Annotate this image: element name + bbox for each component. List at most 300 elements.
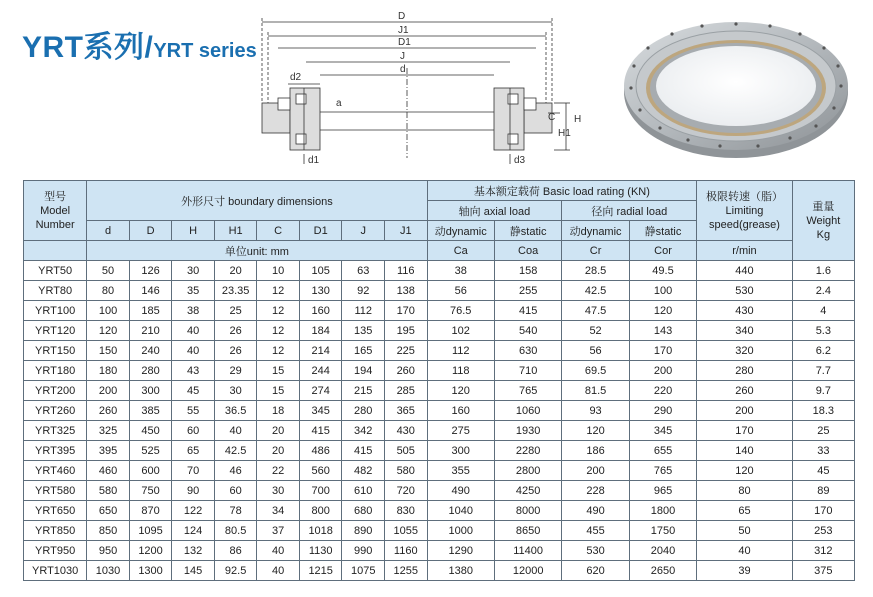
- value-cell: 1750: [629, 521, 696, 541]
- value-cell: 23.35: [214, 281, 257, 301]
- value-cell: 890: [342, 521, 385, 541]
- label-a: a: [336, 98, 342, 109]
- value-cell: 2800: [494, 461, 561, 481]
- label-H1: H1: [558, 128, 571, 139]
- value-cell: 200: [87, 381, 130, 401]
- value-cell: 415: [342, 441, 385, 461]
- value-cell: 93: [562, 401, 629, 421]
- table-row: [24, 321, 855, 341]
- value-cell: 4250: [494, 481, 561, 501]
- value-cell: 22: [257, 461, 300, 481]
- value-cell: 870: [129, 501, 172, 521]
- value-cell: 2.4: [792, 281, 854, 301]
- value-cell: 395: [87, 441, 130, 461]
- value-cell: 6.2: [792, 341, 854, 361]
- value-cell: 620: [562, 561, 629, 581]
- value-cell: 950: [87, 541, 130, 561]
- col-cor: Cor: [629, 241, 696, 261]
- value-cell: 12: [257, 321, 300, 341]
- value-cell: 80: [697, 481, 792, 501]
- value-cell: 39: [697, 561, 792, 581]
- header-speed: [697, 181, 792, 241]
- value-cell: 135: [342, 321, 385, 341]
- value-cell: 49.5: [629, 261, 696, 281]
- value-cell: 30: [214, 381, 257, 401]
- value-cell: 120: [562, 421, 629, 441]
- header-model-en1: Model: [40, 204, 71, 217]
- value-cell: 37: [257, 521, 300, 541]
- value-cell: 214: [299, 341, 342, 361]
- value-cell: 750: [129, 481, 172, 501]
- value-cell: 240: [129, 341, 172, 361]
- value-cell: 40: [257, 561, 300, 581]
- value-cell: 11400: [494, 541, 561, 561]
- label-d3: d3: [514, 155, 526, 166]
- value-cell: 194: [342, 361, 385, 381]
- value-cell: 60: [214, 481, 257, 501]
- value-cell: 430: [697, 301, 792, 321]
- value-cell: 65: [172, 441, 215, 461]
- value-cell: 210: [129, 321, 172, 341]
- model-cell: YRT850: [24, 521, 87, 541]
- model-cell: YRT395: [24, 441, 87, 461]
- header-weight-en: Weight: [806, 214, 841, 227]
- table-row: [24, 281, 855, 301]
- value-cell: 86: [214, 541, 257, 561]
- value-cell: 80: [87, 281, 130, 301]
- title-cn: YRT系列/: [22, 31, 154, 64]
- value-cell: 300: [129, 381, 172, 401]
- col-J: J: [342, 221, 385, 241]
- value-cell: 345: [629, 421, 696, 441]
- spec-table-body: [24, 261, 855, 581]
- value-cell: 215: [342, 381, 385, 401]
- value-cell: 1800: [629, 501, 696, 521]
- label-D: D: [398, 11, 406, 22]
- value-cell: 490: [427, 481, 494, 501]
- model-cell: YRT650: [24, 501, 87, 521]
- header-radial: 径向 radial load: [562, 201, 697, 221]
- table-row: [24, 541, 855, 561]
- page-title: [22, 22, 257, 66]
- value-cell: 138: [384, 281, 427, 301]
- value-cell: 40: [172, 341, 215, 361]
- value-cell: 710: [494, 361, 561, 381]
- header-dimensions: 外形尺寸 boundary dimensions: [87, 181, 427, 221]
- value-cell: 80.5: [214, 521, 257, 541]
- model-cell: YRT100: [24, 301, 87, 321]
- value-cell: 40: [172, 321, 215, 341]
- spec-table: [23, 180, 855, 581]
- value-cell: 89: [792, 481, 854, 501]
- value-cell: 560: [299, 461, 342, 481]
- value-cell: 1160: [384, 541, 427, 561]
- label-D1: D1: [398, 37, 411, 48]
- bearing-photo: [620, 12, 850, 162]
- value-cell: 130: [299, 281, 342, 301]
- value-cell: 112: [427, 341, 494, 361]
- table-row: [24, 341, 855, 361]
- value-cell: 120: [697, 461, 792, 481]
- value-cell: 90: [172, 481, 215, 501]
- value-cell: 1060: [494, 401, 561, 421]
- value-cell: 530: [697, 281, 792, 301]
- value-cell: 12: [257, 341, 300, 361]
- value-cell: 43: [172, 361, 215, 381]
- value-cell: 850: [87, 521, 130, 541]
- value-cell: 2040: [629, 541, 696, 561]
- value-cell: 1930: [494, 421, 561, 441]
- model-cell: YRT460: [24, 461, 87, 481]
- col-coa: Coa: [494, 241, 561, 261]
- value-cell: 26: [214, 321, 257, 341]
- value-cell: 200: [562, 461, 629, 481]
- value-cell: 105: [299, 261, 342, 281]
- header-model-en2: Number: [35, 218, 75, 231]
- header-weight: [792, 181, 854, 261]
- value-cell: 180: [87, 361, 130, 381]
- value-cell: 30: [172, 261, 215, 281]
- value-cell: 680: [342, 501, 385, 521]
- value-cell: 120: [427, 381, 494, 401]
- value-cell: 69.5: [562, 361, 629, 381]
- table-row: [24, 421, 855, 441]
- value-cell: 375: [792, 561, 854, 581]
- value-cell: 280: [697, 361, 792, 381]
- col-H1: H1: [214, 221, 257, 241]
- value-cell: 92: [342, 281, 385, 301]
- value-cell: 385: [129, 401, 172, 421]
- value-cell: 530: [562, 541, 629, 561]
- value-cell: 1075: [342, 561, 385, 581]
- value-cell: 34: [257, 501, 300, 521]
- header-model-cn: 型号: [44, 190, 67, 203]
- value-cell: 18: [257, 401, 300, 421]
- value-cell: 170: [629, 341, 696, 361]
- value-cell: 185: [129, 301, 172, 321]
- value-cell: 36.5: [214, 401, 257, 421]
- col-J1: J1: [384, 221, 427, 241]
- table-row: [24, 461, 855, 481]
- value-cell: 830: [384, 501, 427, 521]
- value-cell: 280: [342, 401, 385, 421]
- value-cell: 244: [299, 361, 342, 381]
- value-cell: 47.5: [562, 301, 629, 321]
- value-cell: 15: [257, 381, 300, 401]
- bearing-drawing: [248, 8, 598, 168]
- table-row: [24, 561, 855, 581]
- value-cell: 9.7: [792, 381, 854, 401]
- value-cell: 2650: [629, 561, 696, 581]
- value-cell: 990: [342, 541, 385, 561]
- col-D: D: [129, 221, 172, 241]
- value-cell: 1095: [129, 521, 172, 541]
- value-cell: 35: [172, 281, 215, 301]
- value-cell: 160: [427, 401, 494, 421]
- label-J1: J1: [398, 25, 409, 36]
- value-cell: 2280: [494, 441, 561, 461]
- value-cell: 20: [257, 421, 300, 441]
- value-cell: 455: [562, 521, 629, 541]
- value-cell: 1200: [129, 541, 172, 561]
- value-cell: 40: [697, 541, 792, 561]
- model-cell: YRT150: [24, 341, 87, 361]
- value-cell: 610: [342, 481, 385, 501]
- value-cell: 118: [427, 361, 494, 381]
- value-cell: 55: [172, 401, 215, 421]
- value-cell: 525: [129, 441, 172, 461]
- table-row: [24, 521, 855, 541]
- header-load: 基本额定载荷 Basic load rating (KN): [427, 181, 697, 201]
- label-d: d: [400, 64, 406, 75]
- value-cell: 1290: [427, 541, 494, 561]
- value-cell: 580: [87, 481, 130, 501]
- value-cell: 116: [384, 261, 427, 281]
- value-cell: 1018: [299, 521, 342, 541]
- value-cell: 15: [257, 361, 300, 381]
- value-cell: 38: [172, 301, 215, 321]
- value-cell: 81.5: [562, 381, 629, 401]
- value-cell: 1215: [299, 561, 342, 581]
- header-axial: 轴向 axial load: [427, 201, 562, 221]
- model-cell: YRT325: [24, 421, 87, 441]
- table-row: [24, 481, 855, 501]
- value-cell: 63: [342, 261, 385, 281]
- value-cell: 76.5: [427, 301, 494, 321]
- col-ca: Ca: [427, 241, 494, 261]
- title-en: YRT series: [153, 40, 257, 62]
- value-cell: 42.5: [214, 441, 257, 461]
- value-cell: 260: [87, 401, 130, 421]
- value-cell: 170: [384, 301, 427, 321]
- value-cell: 600: [129, 461, 172, 481]
- value-cell: 186: [562, 441, 629, 461]
- value-cell: 1.6: [792, 261, 854, 281]
- value-cell: 12: [257, 301, 300, 321]
- value-cell: 225: [384, 341, 427, 361]
- value-cell: 5.3: [792, 321, 854, 341]
- value-cell: 10: [257, 261, 300, 281]
- label-J: J: [400, 51, 405, 62]
- value-cell: 200: [697, 401, 792, 421]
- value-cell: 25: [214, 301, 257, 321]
- table-row: [24, 501, 855, 521]
- value-cell: 195: [384, 321, 427, 341]
- value-cell: 146: [129, 281, 172, 301]
- value-cell: 160: [299, 301, 342, 321]
- value-cell: 28.5: [562, 261, 629, 281]
- value-cell: 1380: [427, 561, 494, 581]
- value-cell: 8000: [494, 501, 561, 521]
- value-cell: 720: [384, 481, 427, 501]
- value-cell: 325: [87, 421, 130, 441]
- value-cell: 29: [214, 361, 257, 381]
- value-cell: 100: [629, 281, 696, 301]
- value-cell: 102: [427, 321, 494, 341]
- value-cell: 415: [494, 301, 561, 321]
- label-d1: d1: [308, 155, 320, 166]
- value-cell: 45: [172, 381, 215, 401]
- value-cell: 42.5: [562, 281, 629, 301]
- model-cell: YRT580: [24, 481, 87, 501]
- value-cell: 40: [214, 421, 257, 441]
- value-cell: 253: [792, 521, 854, 541]
- value-cell: 1300: [129, 561, 172, 581]
- value-cell: 274: [299, 381, 342, 401]
- value-cell: 170: [792, 501, 854, 521]
- table-row: [24, 361, 855, 381]
- value-cell: 490: [562, 501, 629, 521]
- value-cell: 345: [299, 401, 342, 421]
- value-cell: 12000: [494, 561, 561, 581]
- value-cell: 965: [629, 481, 696, 501]
- model-cell: YRT950: [24, 541, 87, 561]
- value-cell: 38: [427, 261, 494, 281]
- value-cell: 78: [214, 501, 257, 521]
- value-cell: 18.3: [792, 401, 854, 421]
- value-cell: 220: [629, 381, 696, 401]
- col-C: C: [257, 221, 300, 241]
- value-cell: 170: [697, 421, 792, 441]
- table-row: [24, 401, 855, 421]
- col-d: d: [87, 221, 130, 241]
- header-weight-cn: 重量: [812, 200, 835, 213]
- value-cell: 260: [697, 381, 792, 401]
- value-cell: 450: [129, 421, 172, 441]
- value-cell: 140: [697, 441, 792, 461]
- value-cell: 165: [342, 341, 385, 361]
- value-cell: 415: [299, 421, 342, 441]
- value-cell: 300: [427, 441, 494, 461]
- label-H: H: [574, 114, 582, 125]
- value-cell: 145: [172, 561, 215, 581]
- table-row: [24, 261, 855, 281]
- model-cell: YRT80: [24, 281, 87, 301]
- value-cell: 580: [384, 461, 427, 481]
- value-cell: 158: [494, 261, 561, 281]
- value-cell: 285: [384, 381, 427, 401]
- header-speed-en1: Limiting: [725, 204, 764, 217]
- col-D1: D1: [299, 221, 342, 241]
- value-cell: 1030: [87, 561, 130, 581]
- value-cell: 126: [129, 261, 172, 281]
- value-cell: 275: [427, 421, 494, 441]
- value-cell: 655: [629, 441, 696, 461]
- value-cell: 440: [697, 261, 792, 281]
- model-cell: YRT180: [24, 361, 87, 381]
- model-cell: YRT260: [24, 401, 87, 421]
- value-cell: 20: [214, 261, 257, 281]
- value-cell: 1055: [384, 521, 427, 541]
- value-cell: 342: [342, 421, 385, 441]
- model-cell: YRT1030: [24, 561, 87, 581]
- value-cell: 700: [299, 481, 342, 501]
- value-cell: 630: [494, 341, 561, 361]
- value-cell: 430: [384, 421, 427, 441]
- value-cell: 1000: [427, 521, 494, 541]
- value-cell: 184: [299, 321, 342, 341]
- value-cell: 60: [172, 421, 215, 441]
- value-cell: 1130: [299, 541, 342, 561]
- table-row: [24, 301, 855, 321]
- value-cell: 200: [629, 361, 696, 381]
- col-axial-dynamic: 动dynamic: [427, 221, 494, 241]
- value-cell: 650: [87, 501, 130, 521]
- value-cell: 505: [384, 441, 427, 461]
- value-cell: 482: [342, 461, 385, 481]
- value-cell: 70: [172, 461, 215, 481]
- header-speed-en2: speed(grease): [709, 218, 780, 231]
- value-cell: 8650: [494, 521, 561, 541]
- value-cell: 40: [257, 541, 300, 561]
- value-cell: 50: [697, 521, 792, 541]
- value-cell: 56: [427, 281, 494, 301]
- model-cell: YRT200: [24, 381, 87, 401]
- value-cell: 56: [562, 341, 629, 361]
- value-cell: 112: [342, 301, 385, 321]
- header-weight-unit: Kg: [816, 228, 831, 241]
- value-cell: 4: [792, 301, 854, 321]
- model-cell: YRT120: [24, 321, 87, 341]
- value-cell: 340: [697, 321, 792, 341]
- table-row: [24, 441, 855, 461]
- value-cell: 124: [172, 521, 215, 541]
- col-axial-static: 静static: [494, 221, 561, 241]
- value-cell: 65: [697, 501, 792, 521]
- value-cell: 33: [792, 441, 854, 461]
- value-cell: 260: [384, 361, 427, 381]
- label-d2: d2: [290, 72, 302, 83]
- value-cell: 7.7: [792, 361, 854, 381]
- value-cell: 290: [629, 401, 696, 421]
- value-cell: 355: [427, 461, 494, 481]
- value-cell: 122: [172, 501, 215, 521]
- unit-label: 单位unit: mm: [87, 241, 427, 261]
- col-radial-static: 静static: [629, 221, 696, 241]
- table-row: [24, 381, 855, 401]
- value-cell: 92.5: [214, 561, 257, 581]
- value-cell: 365: [384, 401, 427, 421]
- col-H: H: [172, 221, 215, 241]
- header-speed-cn: 极限转速（脂）: [705, 190, 783, 203]
- value-cell: 52: [562, 321, 629, 341]
- value-cell: 26: [214, 341, 257, 361]
- header-model: [24, 181, 87, 241]
- value-cell: 46: [214, 461, 257, 481]
- value-cell: 50: [87, 261, 130, 281]
- value-cell: 460: [87, 461, 130, 481]
- value-cell: 255: [494, 281, 561, 301]
- value-cell: 120: [629, 301, 696, 321]
- value-cell: 765: [629, 461, 696, 481]
- value-cell: 765: [494, 381, 561, 401]
- value-cell: 540: [494, 321, 561, 341]
- value-cell: 143: [629, 321, 696, 341]
- value-cell: 1255: [384, 561, 427, 581]
- value-cell: 1040: [427, 501, 494, 521]
- value-cell: 228: [562, 481, 629, 501]
- value-cell: 120: [87, 321, 130, 341]
- value-cell: 20: [257, 441, 300, 461]
- label-C: C: [548, 112, 556, 123]
- col-cr: Cr: [562, 241, 629, 261]
- model-cell: YRT50: [24, 261, 87, 281]
- value-cell: 132: [172, 541, 215, 561]
- value-cell: 150: [87, 341, 130, 361]
- value-cell: 45: [792, 461, 854, 481]
- value-cell: 25: [792, 421, 854, 441]
- value-cell: 100: [87, 301, 130, 321]
